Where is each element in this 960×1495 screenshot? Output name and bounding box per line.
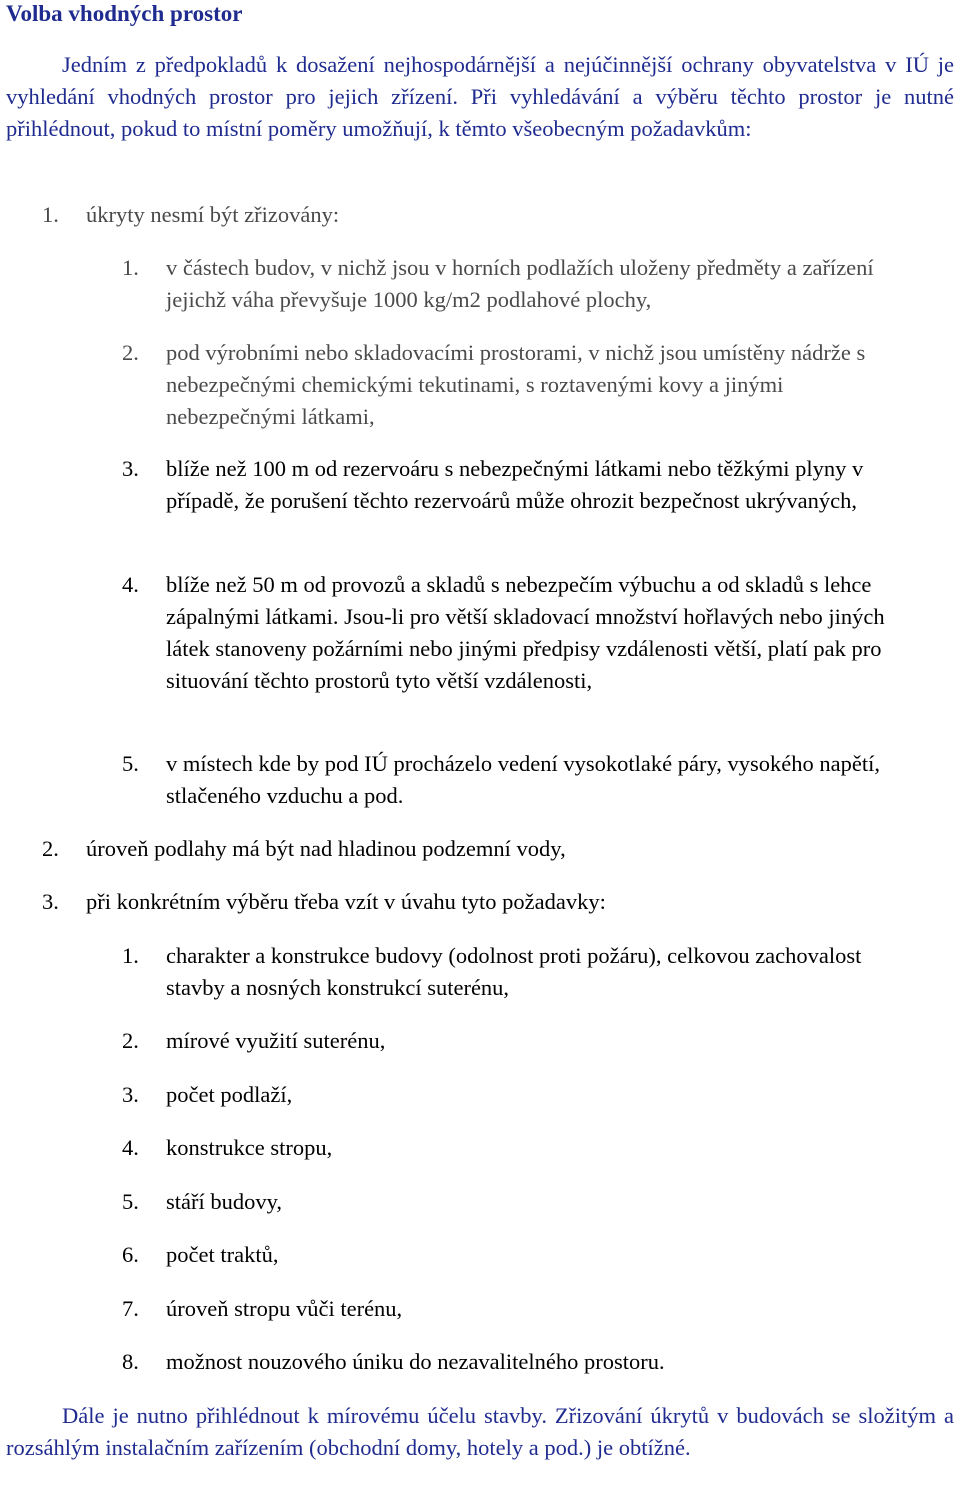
- sublist-item-text: charakter a konstrukce budovy (odolnost proti požáru), celkovou zachovalost stavby a nosných konstrukcí suterénu,: [166, 943, 862, 1000]
- sublist-item-text: úroveň stropu vůči terénu,: [166, 1296, 403, 1321]
- sublist-item-text: blíže než 50 m od provozů a skladů s nebezpečím výbuchu a od skladů s lehce zápalnými látkami. Jsou-li pro větší skladovací množství hořlavých nebo jiných látek stanoveny požárními nebo jinými předpisy vzdálenosti větší, platí pak pro situování těchto prostorů tyto větší vzdálenosti,: [166, 572, 885, 693]
- sublist-item-number: 1.: [122, 255, 139, 280]
- list-item-number: 2.: [42, 836, 59, 861]
- list-item-number: 1.: [42, 202, 59, 227]
- sublist-item-number: 7.: [122, 1296, 139, 1321]
- sublist-item-number: 2.: [122, 1028, 139, 1053]
- sublist-item-text: v částech budov, v nichž jsou v horních podlažích uloženy předměty a zařízení jejichž váha převyšuje 1000 kg/m2 podlahové plochy,: [166, 255, 874, 312]
- sublist-item-text: počet podlaží,: [166, 1082, 293, 1107]
- sublist-item-text: mírové využití suterénu,: [166, 1028, 386, 1053]
- sublist-item-text: v místech kde by pod IÚ procházelo vedení vysokotlaké páry, vysokého napětí, stlačeného vzduchu a pod.: [166, 751, 880, 808]
- sublist-item-number: 8.: [122, 1349, 139, 1374]
- sublist-item-number: 3.: [122, 1082, 139, 1107]
- sublist-item-text: pod výrobními nebo skladovacími prostorami, v nichž jsou umístěny nádrže s nebezpečnými chemickými tekutinami, s roztavenými kovy a jinými nebezpečnými látkami,: [166, 340, 866, 429]
- list-item-3: [42, 886, 942, 918]
- list-item-text: úroveň podlahy má být nad hladinou podzemní vody,: [86, 836, 566, 861]
- sublist-item-number: 3.: [122, 456, 139, 481]
- list-item-text: při konkrétním výběru třeba vzít v úvahu tyto požadavky:: [86, 889, 606, 914]
- sublist-item-text: počet traktů,: [166, 1242, 279, 1267]
- page-title: Volba vhodných prostor: [6, 1, 243, 26]
- list-item-2: [42, 833, 942, 865]
- sublist-item-number: 6.: [122, 1242, 139, 1267]
- sublist-item-text: blíže než 100 m od rezervoáru s nebezpečnými látkami nebo těžkými plyny v případě, že porušení těchto rezervoárů může ohrozit bezpečnost ukrývaných,: [166, 456, 864, 513]
- intro-paragraph: [6, 49, 954, 145]
- sublist-item-number: 1.: [122, 943, 139, 968]
- intro-rest: obyvatelstva v IÚ je vyhledání vhodných prostor pro jejich zřízení. Při vyhledávání a výběru těchto prostor je nutné přihlédnout, pokud to místní poměry umožňují, k těmto všeobecným požadavkům:: [6, 52, 955, 141]
- intro-line-1: Jedním z předpokladů k dosažení nejhospodárnější a nejúčinnější ochrany: [62, 52, 754, 77]
- list-item-text: úkryty nesmí být zřizovány:: [86, 202, 340, 227]
- sublist-item-text: možnost nouzového úniku do nezavalitelného prostoru.: [166, 1349, 665, 1374]
- closing-text: Dále je nutno přihlédnout k mírovému účelu stavby. Zřizování úkrytů v budovách se složitým a rozsáhlým instalačním zařízením (obchodní domy, hotely a pod.) je obtížné.: [6, 1403, 954, 1460]
- list-item-number: 3.: [42, 889, 59, 914]
- sublist-item-text: konstrukce stropu,: [166, 1135, 333, 1160]
- sublist-item-number: 4.: [122, 1135, 139, 1160]
- sublist-item-number: 5.: [122, 751, 139, 776]
- closing-paragraph: [6, 1400, 954, 1464]
- sublist-item-number: 2.: [122, 340, 139, 365]
- list-item-1: [42, 199, 942, 231]
- sublist-item-text: stáří budovy,: [166, 1189, 283, 1214]
- sublist-item-number: 5.: [122, 1189, 139, 1214]
- sublist-item-number: 4.: [122, 572, 139, 597]
